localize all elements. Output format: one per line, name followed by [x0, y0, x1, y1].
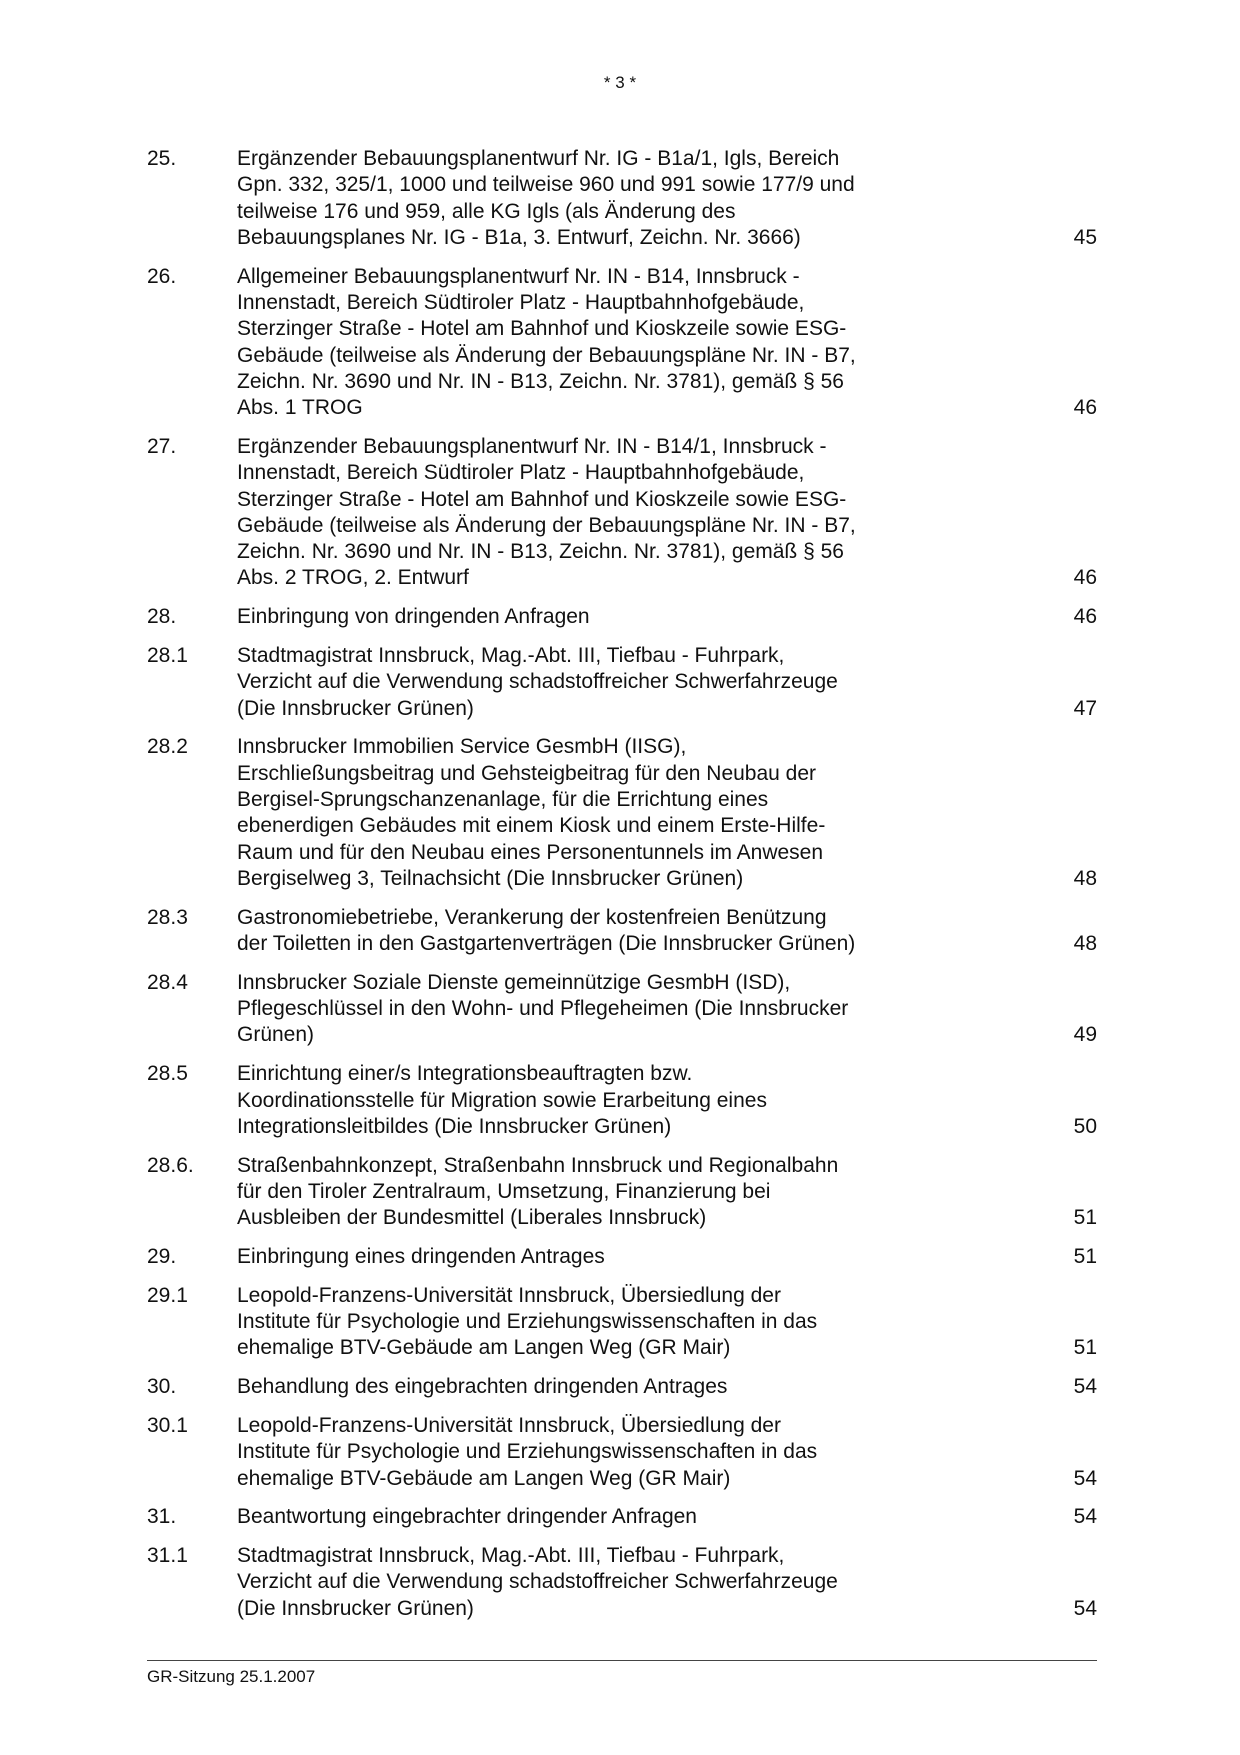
- toc-entry-title: [237, 1504, 922, 1530]
- toc-entry-title: [237, 1283, 922, 1362]
- toc-entry-page: 51: [1073, 1336, 1097, 1360]
- toc-entry-title-line: für den Tiroler Zentralraum, Umsetzung, Finanzierung bei: [237, 1179, 771, 1203]
- toc-entry-page: 50: [1073, 1114, 1097, 1138]
- toc-entry-title-line: Innenstadt, Bereich Südtiroler Platz - Hauptbahnhofgebäude,: [237, 461, 805, 485]
- toc-entry-number: 30.1: [147, 1413, 188, 1437]
- footer-divider: [147, 1660, 1097, 1661]
- toc-entry-title: [237, 905, 922, 958]
- toc-entry-title-line: ehemalige BTV-Gebäude am Langen Weg (GR Mair): [237, 1336, 731, 1360]
- toc-entry-page: 46: [1073, 566, 1097, 590]
- toc-entry-title-line: Einrichtung einer/s Integrationsbeauftragten bzw.: [237, 1062, 693, 1086]
- toc-entry-number: 28.1: [147, 644, 188, 668]
- toc-entry: [147, 1504, 1097, 1530]
- toc-entry-page: 54: [1073, 1505, 1097, 1529]
- toc-entry-title: [237, 970, 922, 1049]
- toc-entry-title-line: Integrationsleitbildes (Die Innsbrucker Grünen): [237, 1114, 672, 1138]
- toc-entry-title-line: Ergänzender Bebauungsplanentwurf Nr. IN - B14/1, Innsbruck -: [237, 434, 827, 458]
- toc-entry-number: 25.: [147, 147, 177, 170]
- toc-entry-number: 27.: [147, 434, 177, 458]
- toc-entry-title-line: Pflegeschlüssel in den Wohn- und Pflegeheimen (Die Innsbrucker: [237, 997, 849, 1021]
- toc-entry-title: [237, 1413, 922, 1492]
- toc-entry-title: [237, 734, 922, 892]
- toc-entry-title-line: Institute für Psychologie und Erziehungswissenschaften in das: [237, 1440, 818, 1464]
- toc-entry-title-line: Leopold-Franzens-Universität Innsbruck, Übersiedlung der: [237, 1283, 781, 1307]
- toc-entry-title: [237, 1244, 922, 1270]
- toc-entry-title-line: Zeichn. Nr. 3690 und Nr. IN - B13, Zeichn. Nr. 3781), gemäß § 56: [237, 369, 844, 393]
- toc-entry-title-line: Straßenbahnkonzept, Straßenbahn Innsbruck und Regionalbahn: [237, 1153, 839, 1177]
- toc-entry-title-line: (Die Innsbrucker Grünen): [237, 1596, 474, 1620]
- toc-entry-number: 26.: [147, 264, 177, 288]
- toc-entry: [147, 1413, 1097, 1492]
- toc-entry: [147, 734, 1097, 892]
- toc-entry-title-line: Grünen): [237, 1023, 315, 1047]
- toc-entry-number: 28.5: [147, 1062, 188, 1086]
- toc-entry-title-line: Behandlung des eingebrachten dringenden Antrages: [237, 1375, 728, 1399]
- toc-entry-page: 46: [1073, 396, 1097, 420]
- toc-entry-title-line: Beantwortung eingebrachter dringender Anfragen: [237, 1505, 697, 1529]
- toc-entry-title: [237, 1543, 922, 1622]
- table-of-contents: [147, 146, 1097, 1635]
- toc-entry-page: 51: [1073, 1244, 1097, 1268]
- toc-entry-title-line: der Toiletten in den Gastgartenverträgen (Die Innsbrucker Grünen): [237, 932, 856, 956]
- toc-entry-page: 46: [1073, 605, 1097, 629]
- toc-entry-title: [237, 146, 922, 251]
- toc-entry-title-line: Gebäude (teilweise als Änderung der Bebauungspläne Nr. IN - B7,: [237, 343, 856, 367]
- toc-entry-title-line: Bergiselweg 3, Teilnachsicht (Die Innsbrucker Grünen): [237, 866, 744, 890]
- toc-entry-number: 28.4: [147, 970, 188, 994]
- toc-entry: [147, 434, 1097, 592]
- toc-entry: [147, 1283, 1097, 1362]
- toc-entry-number: 28.6.: [147, 1153, 194, 1177]
- toc-entry-title-line: Einbringung von dringenden Anfragen: [237, 605, 590, 629]
- toc-entry: [147, 1374, 1097, 1400]
- toc-entry-title-line: Allgemeiner Bebauungsplanentwurf Nr. IN - B14, Innsbruck -: [237, 264, 800, 288]
- toc-entry-title-line: Innenstadt, Bereich Südtiroler Platz - Hauptbahnhofgebäude,: [237, 290, 805, 314]
- toc-entry-title-line: (Die Innsbrucker Grünen): [237, 696, 474, 720]
- toc-entry-page: 49: [1073, 1023, 1097, 1047]
- toc-entry-number: 29.1: [147, 1283, 188, 1307]
- toc-entry-title-line: Bergisel-Sprungschanzenanlage, für die Errichtung eines: [237, 788, 769, 812]
- toc-entry-title-line: Einbringung eines dringenden Antrages: [237, 1244, 605, 1268]
- toc-entry-title-line: Bebauungsplanes Nr. IG - B1a, 3. Entwurf, Zeichn. Nr. 3666): [237, 225, 801, 249]
- toc-entry-page: 45: [1073, 225, 1097, 249]
- toc-entry-title-line: Raum und für den Neubau eines Personentunnels im Anwesen: [237, 840, 824, 864]
- toc-entry: [147, 970, 1097, 1049]
- toc-entry-page: 54: [1073, 1596, 1097, 1620]
- toc-entry-number: 31.1: [147, 1544, 188, 1568]
- toc-entry-page: 54: [1073, 1466, 1097, 1490]
- toc-entry-title: [237, 1153, 922, 1232]
- page-number: * 3 *: [603, 73, 637, 92]
- toc-entry-title-line: Zeichn. Nr. 3690 und Nr. IN - B13, Zeichn. Nr. 3781), gemäß § 56: [237, 540, 844, 564]
- toc-entry-title-line: Gastronomiebetriebe, Verankerung der kostenfreien Benützung: [237, 905, 827, 929]
- toc-entry-title-line: Verzicht auf die Verwendung schadstoffreicher Schwerfahrzeuge: [237, 670, 838, 694]
- footer-text: GR-Sitzung 25.1.2007: [147, 1667, 316, 1686]
- toc-entry-title-line: Innsbrucker Soziale Dienste gemeinnützige GesmbH (ISD),: [237, 970, 791, 994]
- toc-entry-title: [237, 264, 922, 422]
- toc-entry-title-line: Abs. 2 TROG, 2. Entwurf: [237, 566, 469, 590]
- toc-entry: [147, 1543, 1097, 1622]
- toc-entry-title-line: Institute für Psychologie und Erziehungswissenschaften in das: [237, 1310, 818, 1334]
- toc-entry-number: 28.2: [147, 735, 188, 759]
- toc-entry-title-line: teilweise 176 und 959, alle KG Igls (als Änderung des: [237, 199, 736, 223]
- toc-entry-title-line: Leopold-Franzens-Universität Innsbruck, Übersiedlung der: [237, 1413, 781, 1437]
- toc-entry-title: [237, 643, 922, 722]
- toc-entry-page: 54: [1073, 1375, 1097, 1399]
- toc-entry-title-line: Gpn. 332, 325/1, 1000 und teilweise 960 und 991 sowie 177/9 und: [237, 173, 855, 197]
- toc-entry-title-line: Abs. 1 TROG: [237, 396, 363, 420]
- toc-entry-number: 29.: [147, 1244, 177, 1268]
- toc-entry-title-line: Ergänzender Bebauungsplanentwurf Nr. IG - B1a/1, Igls, Bereich: [237, 147, 840, 170]
- toc-entry-number: 30.: [147, 1375, 177, 1399]
- toc-entry: [147, 1061, 1097, 1140]
- toc-entry-number: 31.: [147, 1505, 177, 1529]
- toc-entry: [147, 1244, 1097, 1270]
- toc-entry: [147, 264, 1097, 422]
- toc-entry-title: [237, 434, 922, 592]
- toc-entry: [147, 604, 1097, 630]
- toc-entry-title: [237, 1061, 922, 1140]
- toc-entry-page: 48: [1073, 866, 1097, 890]
- toc-entry-number: 28.: [147, 605, 177, 629]
- toc-entry-title-line: Sterzinger Straße - Hotel am Bahnhof und Kioskzeile sowie ESG-: [237, 317, 847, 341]
- toc-entry-title-line: Koordinationsstelle für Migration sowie Erarbeitung eines: [237, 1088, 767, 1112]
- toc-entry: [147, 643, 1097, 722]
- toc-entry-title-line: Stadtmagistrat Innsbruck, Mag.-Abt. III, Tiefbau - Fuhrpark,: [237, 1544, 785, 1568]
- toc-entry-page: 47: [1073, 696, 1097, 720]
- toc-entry-number: 28.3: [147, 905, 188, 929]
- toc-entry-title-line: Ausbleiben der Bundesmittel (Liberales Innsbruck): [237, 1206, 707, 1230]
- toc-entry-title-line: ehemalige BTV-Gebäude am Langen Weg (GR Mair): [237, 1466, 731, 1490]
- toc-entry: [147, 1153, 1097, 1232]
- toc-entry: [147, 905, 1097, 958]
- toc-entry-title-line: Erschließungsbeitrag und Gehsteigbeitrag für den Neubau der: [237, 761, 817, 785]
- toc-entry: [147, 146, 1097, 251]
- toc-entry-title-line: Sterzinger Straße - Hotel am Bahnhof und Kioskzeile sowie ESG-: [237, 487, 847, 511]
- toc-entry-title-line: Innsbrucker Immobilien Service GesmbH (IISG),: [237, 735, 687, 759]
- toc-entry-title-line: Verzicht auf die Verwendung schadstoffreicher Schwerfahrzeuge: [237, 1570, 838, 1594]
- toc-entry-title: [237, 1374, 922, 1400]
- toc-entry-title-line: Gebäude (teilweise als Änderung der Bebauungspläne Nr. IN - B7,: [237, 513, 856, 537]
- toc-entry-title: [237, 604, 922, 630]
- toc-entry-page: 51: [1073, 1206, 1097, 1230]
- toc-entry-page: 48: [1073, 932, 1097, 956]
- toc-entry-title-line: ebenerdigen Gebäudes mit einem Kiosk und einem Erste-Hilfe-: [237, 814, 826, 838]
- toc-entry-title-line: Stadtmagistrat Innsbruck, Mag.-Abt. III, Tiefbau - Fuhrpark,: [237, 644, 785, 668]
